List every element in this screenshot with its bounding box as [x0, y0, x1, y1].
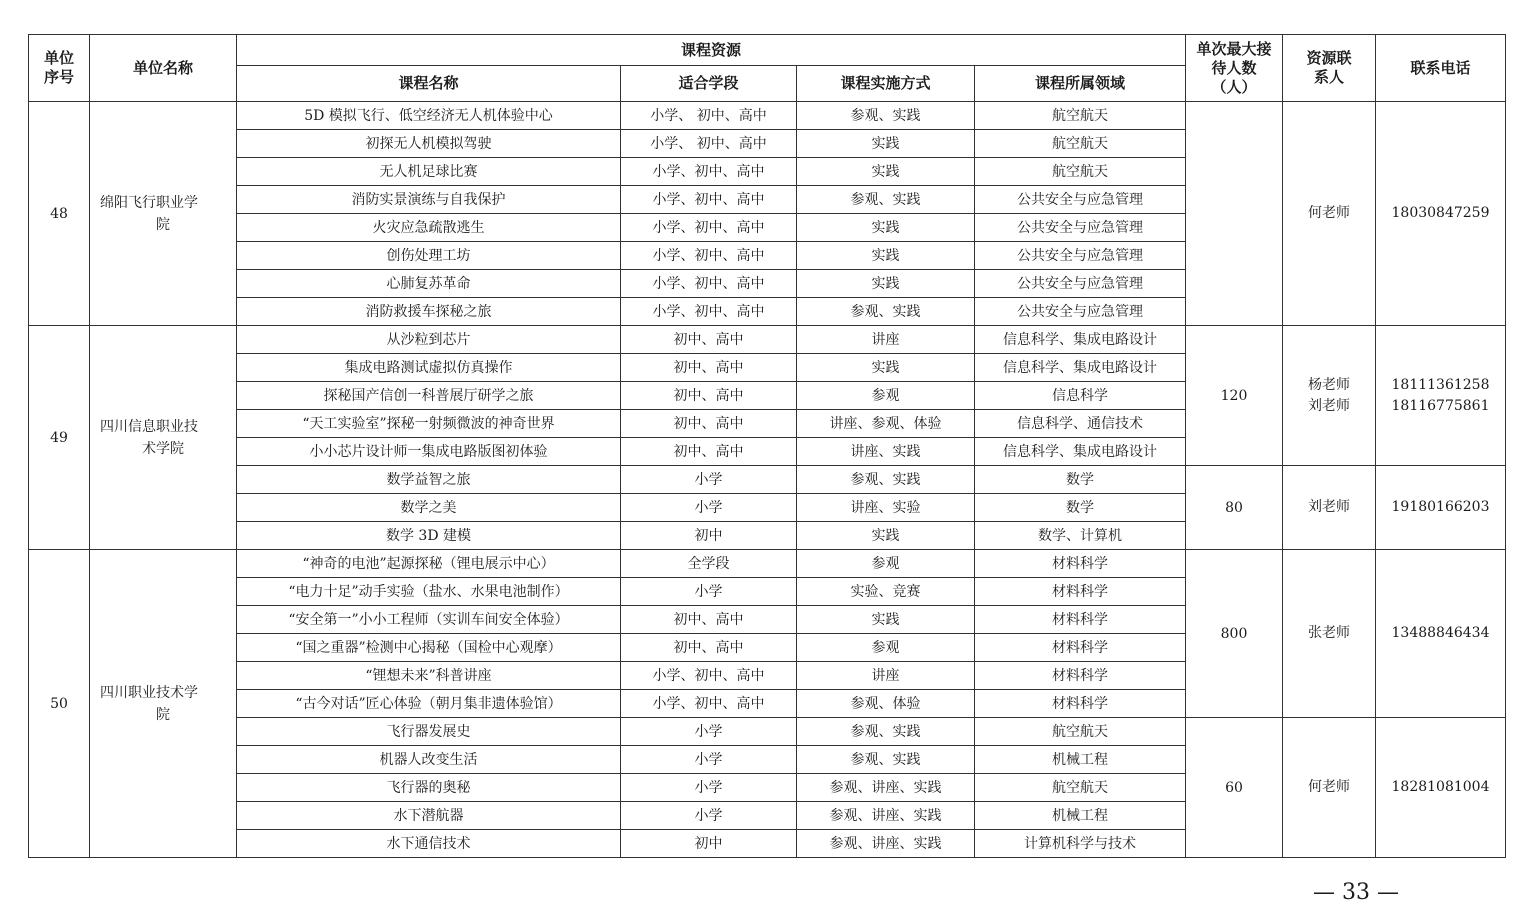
- course-name-cell: 无人机足球比赛: [237, 158, 621, 186]
- course-method-cell: 讲座、实验: [797, 494, 975, 522]
- course-method-cell: 实践: [797, 242, 975, 270]
- page-number: — 33 —: [1313, 880, 1399, 905]
- course-method-cell: 实践: [797, 270, 975, 298]
- course-field-cell: 信息科学、集成电路设计: [975, 438, 1186, 466]
- course-stage-cell: 小学、初中、高中: [621, 242, 797, 270]
- course-stage-cell: 小学: [621, 466, 797, 494]
- phone-number: 13488846434: [1391, 625, 1490, 641]
- course-method-cell: 参观、实践: [797, 718, 975, 746]
- header-unit-name: 单位名称: [90, 35, 237, 102]
- course-name-cell: 水下潜航器: [237, 802, 621, 830]
- phone-number: 18111361258: [1391, 376, 1490, 393]
- course-stage-cell: 小学、 初中、高中: [621, 130, 797, 158]
- header-suitable-stage: 适合学段: [621, 66, 797, 102]
- course-method-cell: 参观、实践: [797, 466, 975, 494]
- header-max-capacity: 单次最大接待人数（人）: [1186, 35, 1283, 102]
- course-method-cell: 参观: [797, 550, 975, 578]
- course-field-cell: 公共安全与应急管理: [975, 214, 1186, 242]
- course-method-cell: 参观、实践: [797, 746, 975, 774]
- course-resource-table: [28, 34, 1506, 858]
- contact-name: 何老师: [1308, 779, 1351, 795]
- unit-no-cell: 49: [29, 326, 90, 550]
- course-stage-cell: 小学、初中、高中: [621, 270, 797, 298]
- course-stage-cell: 小学、初中、高中: [621, 186, 797, 214]
- course-field-cell: 材料科学: [975, 662, 1186, 690]
- course-name-cell: “电力十足”动手实验（盐水、水果电池制作）: [237, 578, 621, 606]
- course-name-cell: 心肺复苏革命: [237, 270, 621, 298]
- phone-cell: [1376, 326, 1506, 466]
- phone-cell: [1376, 466, 1506, 550]
- course-name-cell: “安全第一”小小工程师（实训车间安全体验）: [237, 606, 621, 634]
- course-name-cell: 飞行器发展史: [237, 718, 621, 746]
- course-field-cell: 数学: [975, 494, 1186, 522]
- unit-name-line: 四川职业技术学: [100, 684, 198, 701]
- course-name-cell: 小小芯片设计师一集成电路版图初体验: [237, 438, 621, 466]
- course-method-cell: 参观、实践: [797, 298, 975, 326]
- course-method-cell: 实践: [797, 522, 975, 550]
- course-field-cell: 信息科学、集成电路设计: [975, 354, 1186, 382]
- course-name-cell: 数学之美: [237, 494, 621, 522]
- course-stage-cell: 初中: [621, 830, 797, 858]
- course-name-cell: “锂想未来”科普讲座: [237, 662, 621, 690]
- course-field-cell: 数学、计算机: [975, 522, 1186, 550]
- unit-name-cell: [90, 326, 237, 550]
- course-field-cell: 航空航天: [975, 102, 1186, 130]
- course-stage-cell: 初中、高中: [621, 438, 797, 466]
- course-stage-cell: 小学: [621, 718, 797, 746]
- course-method-cell: 讲座、参观、体验: [797, 410, 975, 438]
- table-header: [29, 35, 1506, 102]
- course-method-cell: 参观、讲座、实践: [797, 802, 975, 830]
- capacity-cell: 120: [1186, 326, 1283, 466]
- unit-name-line: 绵阳飞行职业学: [100, 194, 198, 211]
- contact-cell: [1283, 326, 1376, 466]
- course-stage-cell: 初中、高中: [621, 382, 797, 410]
- table-row: [29, 466, 1506, 494]
- table-row: [29, 102, 1506, 130]
- course-stage-cell: 全学段: [621, 550, 797, 578]
- course-stage-cell: 初中、高中: [621, 606, 797, 634]
- capacity-cell: 800: [1186, 550, 1283, 718]
- capacity-cell: 60: [1186, 718, 1283, 858]
- course-method-cell: 讲座: [797, 326, 975, 354]
- course-method-cell: 实践: [797, 606, 975, 634]
- course-stage-cell: 初中、高中: [621, 354, 797, 382]
- contact-name: 刘老师: [1308, 397, 1351, 414]
- header-phone: 联系电话: [1376, 35, 1506, 102]
- unit-no-cell: 50: [29, 550, 90, 858]
- contact-cell: [1283, 102, 1376, 326]
- unit-name: [100, 416, 226, 460]
- course-name-cell: “神奇的电池”起源探秘（锂电展示中心）: [237, 550, 621, 578]
- course-name-cell: 从沙粒到芯片: [237, 326, 621, 354]
- course-field-cell: 公共安全与应急管理: [975, 186, 1186, 214]
- course-field-cell: 公共安全与应急管理: [975, 298, 1186, 326]
- course-name-cell: “国之重器”检测中心揭秘（国检中心观摩）: [237, 634, 621, 662]
- course-stage-cell: 小学、初中、高中: [621, 662, 797, 690]
- course-field-cell: 公共安全与应急管理: [975, 242, 1186, 270]
- capacity-cell: 80: [1186, 466, 1283, 550]
- contact-cell: [1283, 550, 1376, 718]
- table-row: [29, 718, 1506, 746]
- course-method-cell: 实践: [797, 130, 975, 158]
- course-stage-cell: 初中、高中: [621, 634, 797, 662]
- course-name-cell: 5D 模拟飞行、低空经济无人机体验中心: [237, 102, 621, 130]
- header-contact: 资源联系人: [1283, 35, 1376, 102]
- course-stage-cell: 小学、初中、高中: [621, 158, 797, 186]
- contact-name: 何老师: [1308, 205, 1351, 221]
- course-field-cell: 公共安全与应急管理: [975, 270, 1186, 298]
- phone-cell: [1376, 102, 1506, 326]
- course-stage-cell: 小学: [621, 746, 797, 774]
- course-method-cell: 讲座: [797, 662, 975, 690]
- unit-name: [100, 192, 226, 236]
- course-method-cell: 实践: [797, 354, 975, 382]
- course-name-cell: 火灾应急疏散逃生: [237, 214, 621, 242]
- unit-name-line: 四川信息职业技: [100, 418, 198, 435]
- course-field-cell: 材料科学: [975, 634, 1186, 662]
- phone-number: 18116775861: [1391, 397, 1490, 414]
- contact-cell: [1283, 466, 1376, 550]
- capacity-cell: [1186, 102, 1283, 326]
- course-name-cell: 飞行器的奥秘: [237, 774, 621, 802]
- course-name-cell: 水下通信技术: [237, 830, 621, 858]
- course-field-cell: 计算机科学与技术: [975, 830, 1186, 858]
- table-row: [29, 550, 1506, 578]
- course-name-cell: 数学 3D 建模: [237, 522, 621, 550]
- course-field-cell: 航空航天: [975, 158, 1186, 186]
- course-field-cell: 信息科学、集成电路设计: [975, 326, 1186, 354]
- header-method: 课程实施方式: [797, 66, 975, 102]
- course-stage-cell: 小学: [621, 494, 797, 522]
- unit-name-line: 院: [156, 706, 170, 723]
- unit-name-cell: [90, 102, 237, 326]
- course-method-cell: 参观、实践: [797, 102, 975, 130]
- table-body: [29, 102, 1506, 858]
- course-name-cell: “古今对话”匠心体验（朝月集非遗体验馆）: [237, 690, 621, 718]
- course-method-cell: 参观、实践: [797, 186, 975, 214]
- course-field-cell: 信息科学、通信技术: [975, 410, 1186, 438]
- course-stage-cell: 初中、高中: [621, 326, 797, 354]
- unit-no-cell: 48: [29, 102, 90, 326]
- course-name-cell: 创伤处理工坊: [237, 242, 621, 270]
- phone-number: 18030847259: [1391, 205, 1490, 221]
- course-method-cell: 讲座、实践: [797, 438, 975, 466]
- course-name-cell: “天工实验室”探秘一射频微波的神奇世界: [237, 410, 621, 438]
- course-name-cell: 机器人改变生活: [237, 746, 621, 774]
- course-method-cell: 参观: [797, 382, 975, 410]
- course-stage-cell: 小学: [621, 802, 797, 830]
- course-field-cell: 数学: [975, 466, 1186, 494]
- course-stage-cell: 小学: [621, 578, 797, 606]
- course-method-cell: 参观、讲座、实践: [797, 830, 975, 858]
- phone-number: 18281081004: [1391, 779, 1490, 795]
- course-name-cell: 集成电路测试虚拟仿真操作: [237, 354, 621, 382]
- phone-number: 19180166203: [1391, 499, 1490, 515]
- course-name-cell: 消防救援车探秘之旅: [237, 298, 621, 326]
- header-course-name: 课程名称: [237, 66, 621, 102]
- unit-name-cell: [90, 550, 237, 858]
- header-unit-no: 单位序号: [29, 35, 90, 102]
- course-method-cell: 参观、体验: [797, 690, 975, 718]
- contact-name: 张老师: [1308, 625, 1351, 641]
- course-stage-cell: 小学、 初中、高中: [621, 102, 797, 130]
- course-method-cell: 实验、竞赛: [797, 578, 975, 606]
- course-stage-cell: 小学: [621, 774, 797, 802]
- course-stage-cell: 初中: [621, 522, 797, 550]
- course-field-cell: 航空航天: [975, 718, 1186, 746]
- course-name-cell: 数学益智之旅: [237, 466, 621, 494]
- contact-name: 杨老师: [1308, 376, 1351, 393]
- phone-cell: [1376, 718, 1506, 858]
- course-field-cell: 航空航天: [975, 774, 1186, 802]
- phone-cell: [1376, 550, 1506, 718]
- course-stage-cell: 初中、高中: [621, 410, 797, 438]
- course-method-cell: 实践: [797, 214, 975, 242]
- course-field-cell: 机械工程: [975, 746, 1186, 774]
- course-field-cell: 材料科学: [975, 690, 1186, 718]
- course-field-cell: 航空航天: [975, 130, 1186, 158]
- course-stage-cell: 小学、初中、高中: [621, 214, 797, 242]
- course-name-cell: 消防实景演练与自我保护: [237, 186, 621, 214]
- unit-name: [100, 682, 226, 726]
- course-method-cell: 参观、讲座、实践: [797, 774, 975, 802]
- contact-name: 刘老师: [1308, 499, 1351, 515]
- course-method-cell: 实践: [797, 158, 975, 186]
- course-field-cell: 材料科学: [975, 578, 1186, 606]
- course-method-cell: 参观: [797, 634, 975, 662]
- course-stage-cell: 小学、初中、高中: [621, 690, 797, 718]
- course-name-cell: 初探无人机模拟驾驶: [237, 130, 621, 158]
- course-field-cell: 机械工程: [975, 802, 1186, 830]
- course-stage-cell: 小学、初中、高中: [621, 298, 797, 326]
- unit-name-line: 术学院: [142, 440, 184, 457]
- header-field: 课程所属领域: [975, 66, 1186, 102]
- unit-name-line: 院: [156, 216, 170, 233]
- course-name-cell: 探秘国产信创一科普展厅研学之旅: [237, 382, 621, 410]
- course-field-cell: 材料科学: [975, 606, 1186, 634]
- header-course-resources: 课程资源: [237, 35, 1186, 66]
- table-row: [29, 326, 1506, 354]
- contact-cell: [1283, 718, 1376, 858]
- course-field-cell: 材料科学: [975, 550, 1186, 578]
- course-field-cell: 信息科学: [975, 382, 1186, 410]
